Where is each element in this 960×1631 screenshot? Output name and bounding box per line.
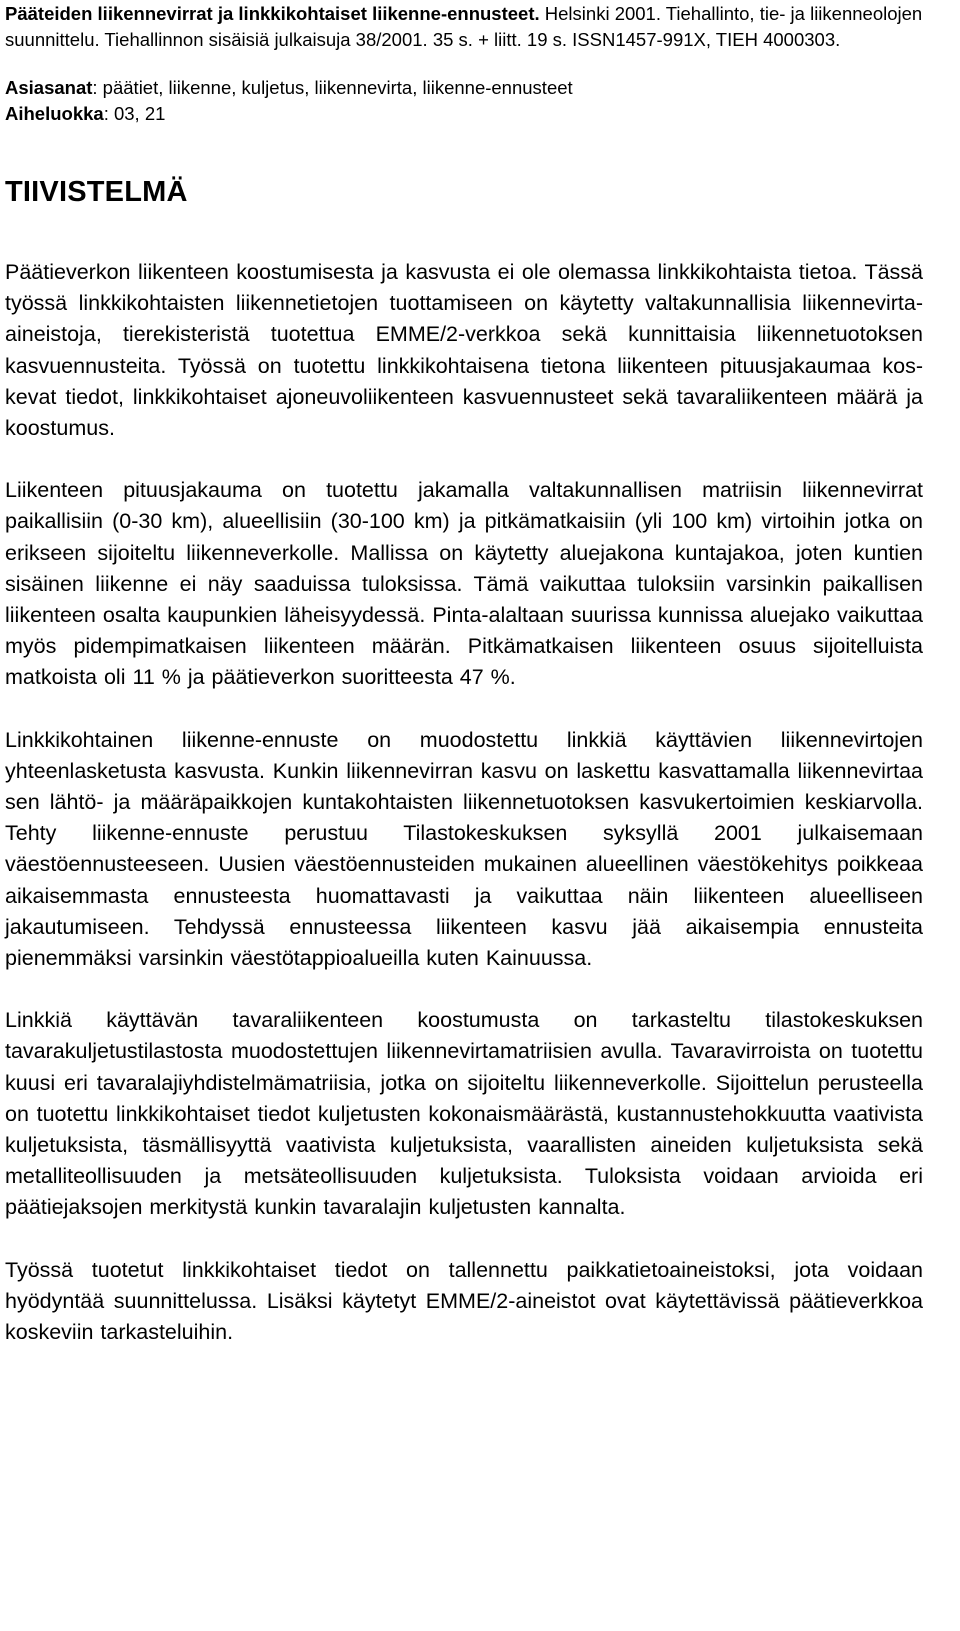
category-value: : 03, 21 — [103, 103, 166, 124]
metadata-block — [5, 75, 923, 127]
abstract-heading: TIIVISTELMÄ — [5, 176, 188, 208]
keywords-value: : päätiet, liikenne, kuljetus, liikennevirta, liikenne-ennusteet — [92, 77, 573, 98]
abstract-paragraph: Linkkikohtainen liikenne-ennuste on muodostettu linkkiä käyttävien liikennevirtojen yhteenlasketusta kasvusta. Kunkin liikennevirran kasvu on laskettu kasvattamalla liikennevirtaa sen lähtö- ja määräpaikkojen kuntakohtaisten liikennetuotoksen kasvukertoimien keskiarvolla. Tehty liikenne-ennuste perustuu Tilastokeskuksen syksyllä 2001 julkaisemaan väestöennusteeseen. Uusien väestöennusteiden mukainen alueellinen väestökehitys poikkeaa aikaisemmasta ennusteesta huomattavasti ja vaikuttaa näin liikenteen alueelliseen jakautumiseen. Tehdyssä ennusteessa liikenteen kasvu jää aikaisempia ennusteita pienemmäksi varsinkin väestötappioalueilla kuten Kainuussa. — [5, 727, 923, 971]
bibliographic-info — [5, 0, 923, 53]
category-line — [5, 101, 923, 127]
keywords-label: Asiasanat — [5, 77, 93, 98]
keywords-line — [5, 75, 923, 101]
publication-title: Pääteiden liikennevirrat ja linkkikohtaiset liikenne-ennusteet. — [5, 3, 540, 24]
abstract-paragraph: Linkkiä käyttävän tavaraliikenteen koostumusta on tarkasteltu tilastokeskuksen tavarakuljetustilastosta muodostettujen liikennevirtamatriisien avulla. Tavaravirroista on tuotettu kuusi eri tavaralajiyhdistelmämatriisia, jotka on sijoiteltu liikenneverkolle. Sijoittelun perusteella on tuotettu linkkikohtaiset tiedot kuljetusten kokonaismäärästä, kustannustehokkuutta vaativista kuljetuksista, täsmällisyyttä vaativista kuljetuksista, vaarallisten aineiden kuljetuksista sekä metalliteollisuuden ja metsäteollisuuden kuljetuksista. Tuloksista voidaan arvioida eri päätiejaksojen merkitystä kunkin tavaralajin kuljetusten kannalta. — [5, 1008, 923, 1220]
abstract-paragraph: Päätieverkon liikenteen koostumisesta ja kasvusta ei ole olemassa linkkikohtaista tietoa. Tässä työssä linkkikohtaisten liikennetietojen tuottamiseen on käytetty valtakunnallisia liikennevirta-aineistoja, tierekisteristä tuotettua EMME/2-verkkoa sekä kunnittaisia liikennetuotoksen kasvuennusteita. Työssä on tuotettu linkkikohtaisena tietona liikenteen pituusjakaumaa koskevat tiedot, linkkikohtaiset ajoneuvoliikenteen kasvuennusteet sekä tavaraliikenteen määrä ja koostumus. — [5, 260, 923, 441]
category-label: Aiheluokka — [5, 103, 104, 124]
publication-details: Helsinki 2001. Tiehallinto, tie- ja liikenneolojen suunnittelu. Tiehallinnon sisäisiä julkaisuja 38/2001. 35 s. + liitt. 19 s. ISSN1457-991X, TIEH 4000303. — [5, 3, 923, 50]
abstract-paragraph: Työssä tuotetut linkkikohtaiset tiedot on tallennettu paikkatietoaineistoksi, jota voidaan hyödyntää suunnittelussa. Lisäksi käytetyt EMME/2-aineistot ovat käytettävissä päätieverkkoa koskeviin tarkasteluihin. — [5, 1257, 923, 1345]
document-page — [5, 0, 923, 1348]
abstract-paragraph: Liikenteen pituusjakauma on tuotettu jakamalla valtakunnallisen matriisin liikennevirrat paikallisiin (0-30 km), alueellisiin (30-100 km) ja pitkämatkaisiin (yli 100 km) virtoihin jotka on erikseen sijoiteltu liikenneverkolle. Mallissa on käytetty aluejakona kuntajakoa, joten kuntien sisäinen liikenne ei näy saaduissa tuloksissa. Tämä vaikuttaa tuloksiin varsinkin paikallisen liikenteen osalta kaupunkien läheisyydessä. Pinta-alaltaan suurissa kunnissa aluejako vaikuttaa myös pidempimatkaisen liikenteen määrän. Pitkämatkaisen liikenteen osuus sijoitelluista matkoista oli 11 % ja päätieverkon suoritteesta 47 %. — [5, 478, 923, 690]
